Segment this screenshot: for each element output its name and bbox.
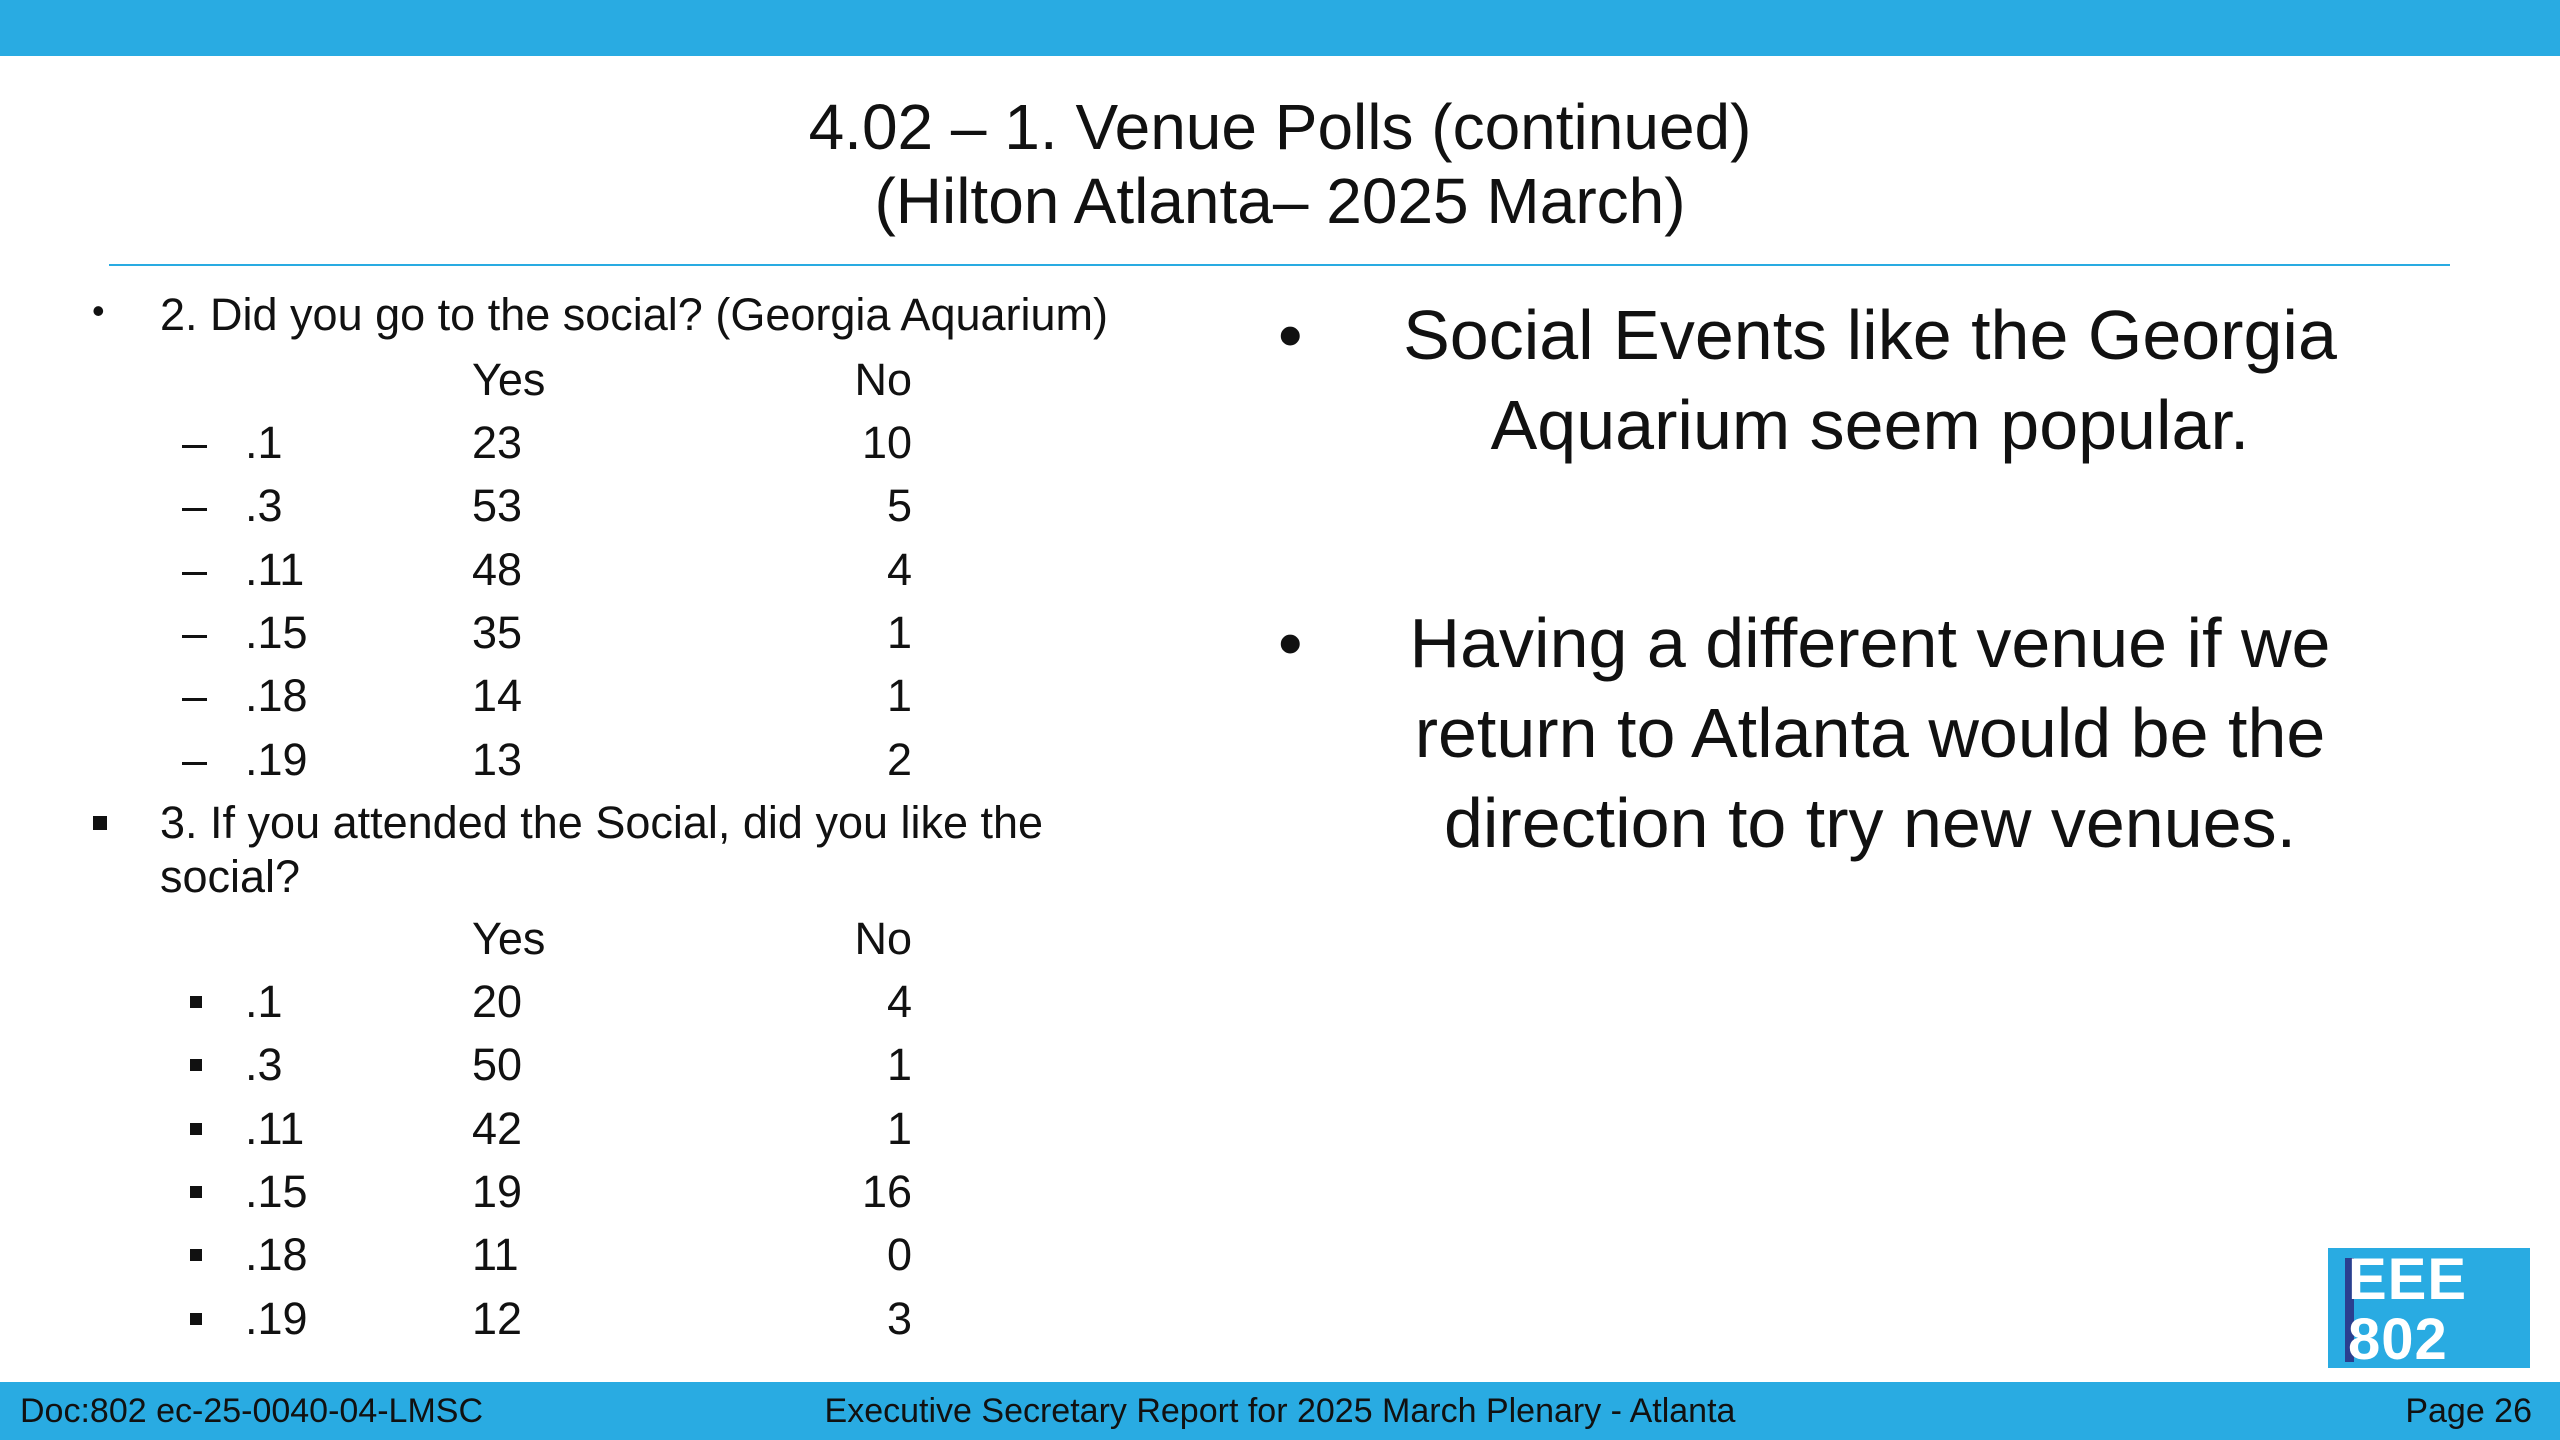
conclusion-point-2-bullet: • — [1278, 604, 1303, 682]
question-2-row-no: 10 — [861, 417, 912, 468]
question-3-row-label: .15 — [245, 1165, 308, 1217]
question-2-bullet: • — [92, 290, 105, 331]
question-2-row — [0, 538, 1240, 601]
footer-page-number: Page 26 — [2405, 1392, 2532, 1430]
question-3-row-yes: 50 — [472, 1039, 523, 1091]
question-3-row-yes: 11 — [472, 1229, 519, 1281]
poll-results-panel — [0, 0, 1240, 1370]
question-2-row-no: 5 — [886, 480, 912, 532]
question-2-row-marker: – — [182, 417, 208, 468]
question-3-row-marker — [190, 996, 202, 1008]
question-2-header-no: No — [854, 354, 912, 405]
question-3-row-no: 0 — [886, 1229, 912, 1281]
question-3-text — [160, 796, 1043, 904]
question-2-row-marker: – — [182, 480, 208, 532]
question-2-row-yes: 48 — [472, 543, 523, 595]
question-3-row-yes: 12 — [472, 1292, 523, 1344]
question-2-row-yes: 53 — [472, 480, 523, 532]
question-2-row — [0, 474, 1240, 537]
question-2-row-label: .11 — [245, 543, 305, 595]
question-2-row-label: .1 — [245, 417, 283, 468]
question-3-row — [0, 1097, 1240, 1160]
footer-title: Executive Secretary Report for 2025 March Plenary - Atlanta — [824, 1392, 1736, 1430]
question-3-row — [0, 1160, 1240, 1223]
question-3-row-yes: 20 — [472, 976, 523, 1027]
question-2-row-marker: – — [182, 733, 208, 785]
question-3-row-label: .3 — [245, 1039, 283, 1091]
question-3-row-no: 3 — [886, 1292, 912, 1344]
question-3-row-yes: 19 — [472, 1165, 523, 1217]
question-2-header-row — [0, 348, 1240, 411]
question-2-row — [0, 664, 1240, 727]
question-2-text: 2. Did you go to the social? (Georgia Aquarium) — [160, 289, 1109, 340]
question-2-row-yes: 13 — [472, 733, 523, 785]
question-2-row-yes: 35 — [472, 606, 523, 658]
question-2-row-label: .15 — [245, 606, 308, 658]
conclusion-point-1 — [1278, 290, 2400, 470]
question-3-row-no: 4 — [886, 976, 912, 1027]
question-3-text-line-1: 3. If you attended the Social, did you like the — [160, 797, 1044, 848]
question-2-row-yes: 23 — [472, 417, 523, 468]
conclusion-point-1-bullet: • — [1278, 296, 1303, 374]
question-2-row — [0, 601, 1240, 664]
question-3-row — [0, 1223, 1240, 1286]
question-2-row-label: .18 — [245, 670, 308, 722]
question-2-row-marker: – — [182, 543, 208, 595]
slide-title-line-1: 4.02 – 1. Venue Polls (continued) — [808, 91, 1752, 163]
question-2-row-no: 1 — [886, 606, 912, 658]
question-3-row-no: 1 — [886, 1102, 912, 1154]
question-3-text-line-2: social? — [160, 851, 301, 902]
question-3-row-marker — [190, 1059, 202, 1071]
question-3-header-no: No — [854, 913, 912, 964]
ieee-logo-text-line-2: 802 — [2348, 1307, 2448, 1372]
slide-title-line-2: (Hilton Atlanta– 2025 March) — [874, 165, 1686, 237]
footer-doc-id: Doc:802 ec-25-0040-04-LMSC — [20, 1392, 484, 1430]
question-3-row — [0, 1033, 1240, 1096]
question-3-row-label: .18 — [245, 1229, 308, 1281]
question-3-row-no: 1 — [886, 1039, 912, 1091]
question-3-row-marker — [190, 1313, 202, 1325]
ieee-802-logo — [2328, 1247, 2530, 1372]
ieee-logo-text-line-1: EEE — [2348, 1247, 2468, 1312]
conclusion-point-2-line-1: Having a different venue if we — [1409, 604, 2331, 682]
question-3-bullet — [93, 816, 107, 830]
question-3-row-marker — [190, 1186, 202, 1198]
footer-bar — [0, 1382, 2560, 1440]
question-3-row-marker — [190, 1249, 202, 1261]
conclusion-point-1-line-2: Aquarium seem popular. — [1490, 386, 2250, 464]
question-2-row — [0, 411, 1240, 474]
question-3-row — [0, 1287, 1240, 1350]
question-2-row-yes: 14 — [472, 670, 523, 722]
conclusion-point-1-line-1: Social Events like the Georgia — [1403, 296, 2337, 374]
question-2-row-label: .3 — [245, 480, 283, 532]
question-3-row-label: .11 — [245, 1102, 305, 1154]
question-2-row-marker: – — [182, 670, 208, 722]
question-2-row-label: .19 — [245, 733, 308, 785]
question-2-row-no: 1 — [886, 670, 912, 722]
question-3-row-no: 16 — [861, 1165, 912, 1217]
question-3-header-row — [0, 907, 1240, 970]
question-3-header-yes: Yes — [472, 913, 546, 964]
conclusion-point-2-line-2: return to Atlanta would be the — [1414, 694, 2326, 772]
ieee-logo-text — [2348, 1247, 2468, 1372]
question-3-row-marker — [190, 1123, 202, 1135]
question-3-row — [0, 970, 1240, 1033]
question-2-row-marker: – — [182, 606, 208, 658]
conclusion-point-2 — [1278, 598, 2400, 868]
question-3-row-label: .19 — [245, 1292, 308, 1344]
question-3-row-label: .1 — [245, 976, 283, 1027]
question-2-row — [0, 728, 1240, 791]
question-2-header-yes: Yes — [472, 354, 546, 405]
conclusion-point-2-line-3: direction to try new venues. — [1443, 784, 2297, 862]
question-3-row-yes: 42 — [472, 1102, 523, 1154]
question-2-row-no: 4 — [886, 543, 912, 595]
question-2-row-no: 2 — [886, 733, 912, 785]
